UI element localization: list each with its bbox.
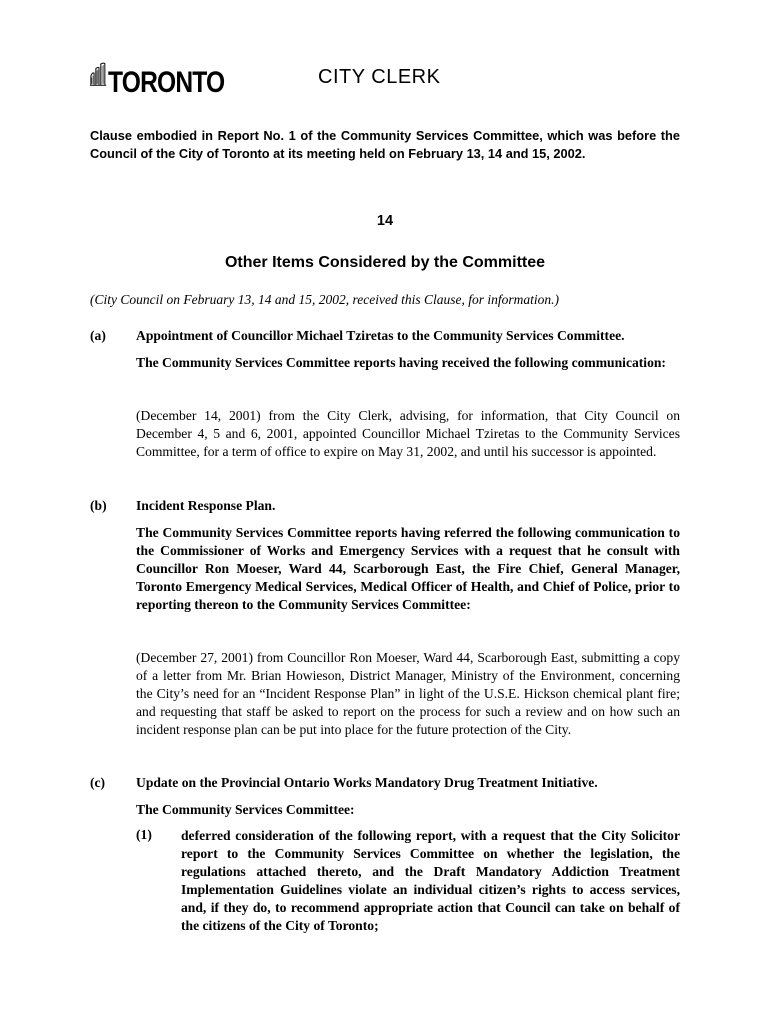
item-c-heading: Update on the Provincial Ontario Works Mandatory Drug Treatment Initiative.: [136, 775, 598, 790]
item-a-action: The Community Services Committee reports having received the following communication:: [136, 355, 666, 370]
item-b-communication: (December 27, 2001) from Councillor Ron Moeser, Ward 44, Scarborough East, submitting a copy of a letter from Mr. Brian Howieson, District Manager, Ministry of the Environment, concerning the City’s need for an “Incident Response Plan” in light of the U.S.E. Hickson chemical plant fire; and requesting that staff be asked to report on the process for such a review and on how such an incident response plan can be put into place for the future protection of the City.: [136, 650, 680, 737]
item-b-action: The Community Services Committee reports having referred the following communication to the Commissioner of Works and Emergency Services with a request that he consult with Councillor Ron Moeser, Ward 44, Scarborough East, the Fire Chief, General Manager, Toronto Emergency Medical Services, Medical Officer of Health, and Chief of Police, prior to reporting thereon to the Community Services Committee:: [136, 525, 680, 612]
clause-number: 14: [376, 213, 394, 229]
item-c-action: The Community Services Committee:: [136, 802, 355, 817]
subitem-1-label: (1): [136, 827, 152, 842]
department-title: CITY CLERK: [318, 66, 441, 88]
item-c-label: (c): [90, 775, 106, 790]
clause-intro: Clause embodied in Report No. 1 of the Community Services Committee, which was before the Council of the City of Toronto at its meeting held on February 13, 14 and 15, 2002.: [90, 128, 680, 161]
page-title: Other Items Considered by the Committee: [224, 254, 546, 271]
toronto-logo: [90, 44, 250, 100]
council-note: (City Council on February 13, 14 and 15, 2002, received this Clause, for information.): [90, 292, 559, 307]
item-a-communication: (December 14, 2001) from the City Clerk, advising, for information, that City Council on December 4, 5 and 6, 2001, appointed Councillor Michael Tziretas to the Community Services Committee, for a term of office to expire on May 31, 2002, and until his successor is appointed.: [136, 408, 680, 459]
item-b-label: (b): [90, 498, 107, 513]
logo-wordmark: TORONTO: [108, 66, 225, 99]
item-a-heading: Appointment of Councillor Michael Tziretas to the Community Services Committee.: [136, 328, 625, 343]
item-a-label: (a): [90, 328, 106, 343]
city-hall-icon: [90, 48, 107, 100]
subitem-1-text: deferred consideration of the following report, with a request that the City Solicitor report to the Community Services Committee on whether the legislation, the regulations attached thereto, and the Draft Mandatory Addiction Treatment Implementation Guidelines violate an individual citizen’s rights to access services, and, if they do, to recommend appropriate action that Council can take on behalf of the citizens of the City of Toronto;: [181, 828, 680, 933]
item-b-heading: Incident Response Plan.: [136, 498, 276, 513]
